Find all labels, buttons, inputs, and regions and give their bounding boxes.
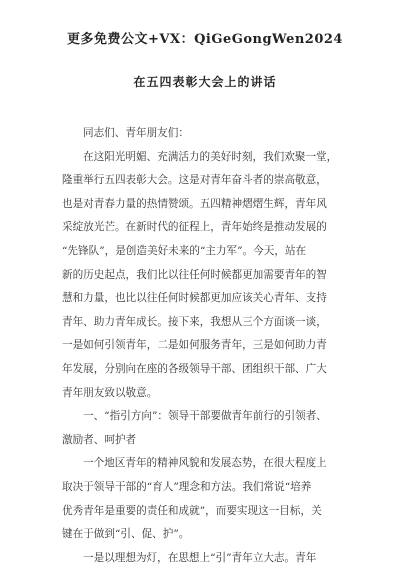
body-line: 青年、助力青年成长。接下来，我想从三个方面谈一谈，	[62, 315, 327, 328]
body-line: 一个地区青年的精神风貌和发展态势，在很大程度上	[83, 457, 327, 470]
body-line: 取决于领导干部的“育人”理念和方法。我们常说“培养	[62, 480, 312, 493]
body-line: 采绽放光芒。在新时代的征程上，青年始终是推动发展的	[62, 221, 327, 234]
body-line: 在这阳光明媚、充满活力的美好时刻，我们欢聚一堂，	[83, 150, 338, 163]
body-line: 同志们、青年朋友们：	[83, 127, 189, 139]
body-line: 青年朋友致以敬意。	[62, 386, 158, 399]
document-body	[62, 122, 350, 570]
body-line: 隆重举行五四表彰大会。这是对青年奋斗者的崇高敬意，	[62, 174, 327, 187]
body-line: 新的历史起点，我们比以往任何时候都更加需要青年的智	[62, 268, 327, 281]
body-line: 一是以理想为灯，在思想上“引”青年立大志。青年	[83, 551, 317, 564]
body-line: 一是如何引领青年，二是如何服务青年，三是如何助力青	[62, 339, 327, 352]
promo-header: 更多免费公文+VX：QiGeGongWen2024	[67, 32, 343, 47]
body-line: 也是对青春力量的热情赞颂。五四精神熠熠生辉，青年风	[62, 197, 327, 210]
body-line: 一、“指引方向”：领导干部要做青年前行的引领者、	[83, 410, 327, 423]
document-title: 在五四表彰大会上的讲话	[133, 75, 277, 89]
body-line: 键在于做到“引、促、护”。	[62, 528, 190, 541]
body-line: 激励者、呵护者	[62, 433, 137, 446]
body-line: 年发展，分别向在座的各级领导干部、团组织干部、广大	[62, 362, 327, 375]
body-line: 慧和力量，也比以往任何时候都更加应该关心青年、支持	[62, 292, 327, 305]
body-line: 优秀青年是重要的责任和成就”，而要实现这一目标，关	[62, 504, 322, 517]
body-line: “先锋队”，是创造美好未来的“主力军”。今天，站在	[62, 244, 307, 257]
